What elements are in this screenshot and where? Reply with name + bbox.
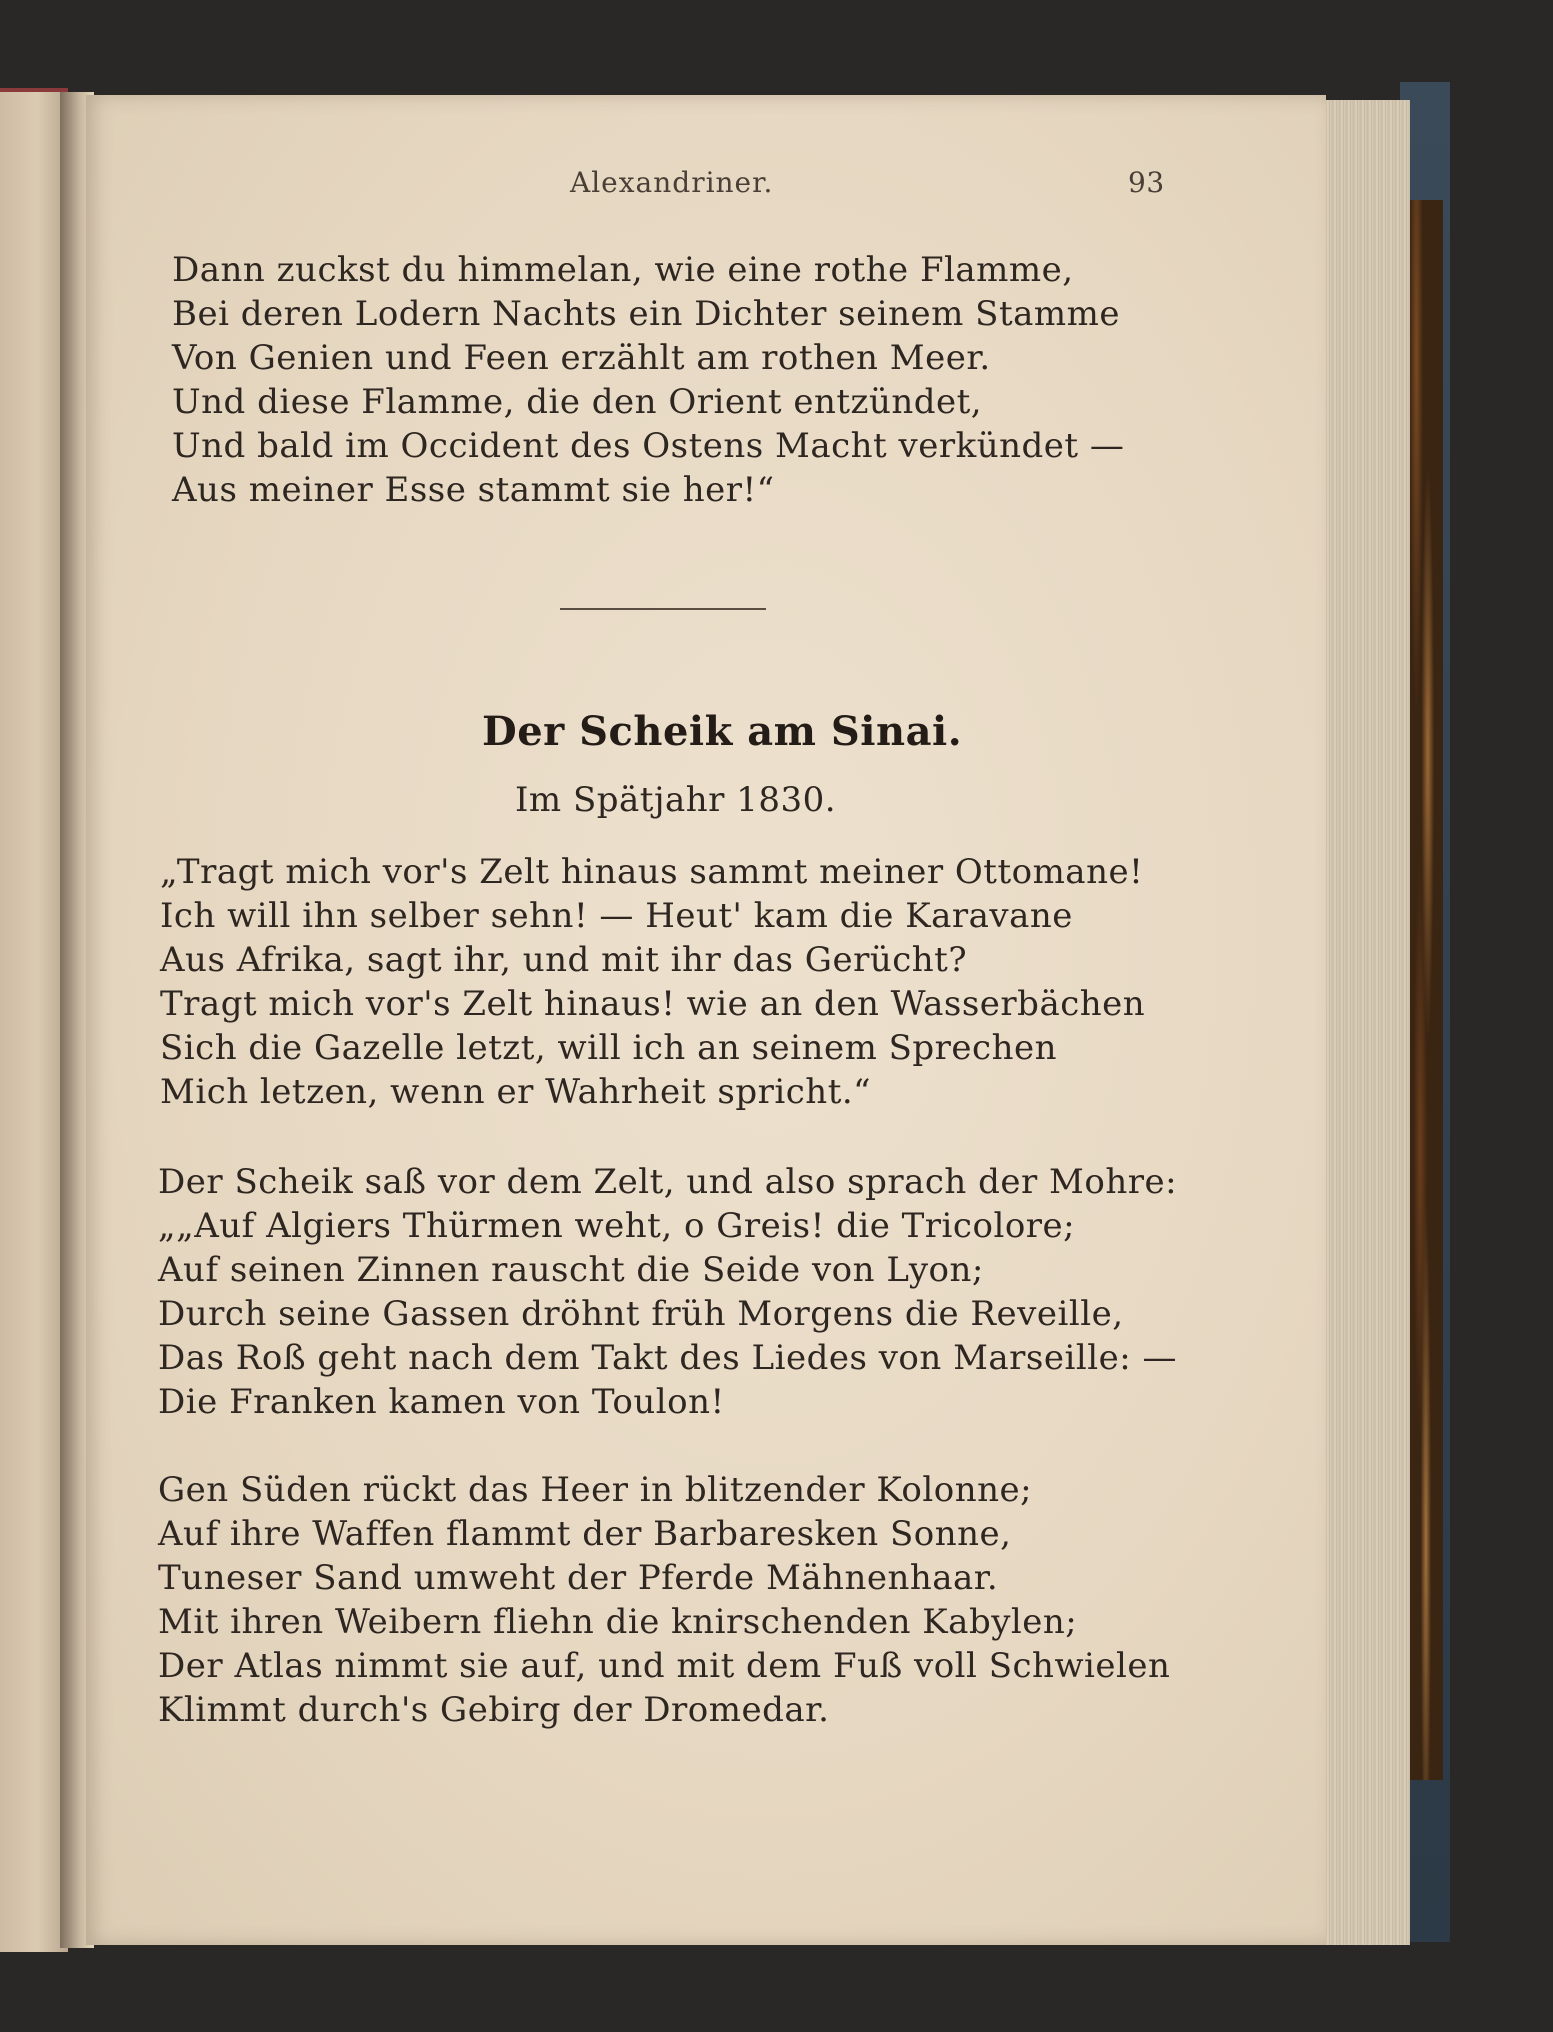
verse-line: Ich will ihn selber sehn! — Heut' kam die Karavane bbox=[160, 896, 1073, 936]
verse-line: Die Franken kamen von Toulon! bbox=[158, 1382, 725, 1422]
verse-line: Sich die Gazelle letzt, will ich an seinem Sprechen bbox=[160, 1028, 1057, 1068]
verse-line: Mit ihren Weibern fliehn die knirschenden Kabylen; bbox=[158, 1602, 1078, 1642]
verse-line: Und bald im Occident des Ostens Macht verkündet — bbox=[172, 426, 1125, 466]
verse-line: Und diese Flamme, die den Orient entzündet, bbox=[172, 382, 983, 422]
verse-line: Tragt mich vor's Zelt hinaus! wie an den Wasserbächen bbox=[160, 984, 1146, 1024]
section-divider-rule bbox=[560, 608, 766, 610]
verse-line: Das Roß geht nach dem Takt des Liedes von Marseille: — bbox=[158, 1338, 1178, 1378]
verse-line: „„Auf Algiers Thürmen weht, o Greis! die Tricolore; bbox=[158, 1206, 1076, 1246]
verse-line: Klimmt durch's Gebirg der Dromedar. bbox=[158, 1690, 830, 1730]
left-page-edge bbox=[0, 88, 68, 1952]
verse-line: Der Atlas nimmt sie auf, und mit dem Fuß voll Schwielen bbox=[158, 1646, 1171, 1686]
verse-line: Gen Süden rückt das Heer in blitzender Kolonne; bbox=[158, 1470, 1033, 1510]
verse-line: Durch seine Gassen dröhnt früh Morgens die Reveille, bbox=[158, 1294, 1124, 1334]
verse-line: „Tragt mich vor's Zelt hinaus sammt meiner Ottomane! bbox=[160, 852, 1144, 892]
verse-line: Mich letzen, wenn er Wahrheit spricht.“ bbox=[160, 1072, 872, 1112]
verse-line: Tuneser Sand umweht der Pferde Mähnenhaar. bbox=[158, 1558, 999, 1598]
verse-line: Von Genien und Feen erzählt am rothen Meer. bbox=[172, 338, 991, 378]
poem-title: Der Scheik am Sinai. bbox=[482, 708, 963, 755]
page-number: 93 bbox=[1128, 166, 1165, 199]
verse-line: Der Scheik saß vor dem Zelt, und also sprach der Mohre: bbox=[158, 1162, 1178, 1202]
running-header: Alexandriner. bbox=[570, 166, 774, 199]
verse-line: Auf ihre Waffen flammt der Barbaresken Sonne, bbox=[158, 1514, 1012, 1554]
poem-subtitle: Im Spätjahr 1830. bbox=[515, 780, 837, 820]
marbled-cover-edge bbox=[1405, 200, 1443, 1780]
verse-line: Aus Afrika, sagt ihr, und mit ihr das Gerücht? bbox=[160, 940, 968, 980]
verse-line: Aus meiner Esse stammt sie her!“ bbox=[172, 470, 775, 510]
verse-line: Auf seinen Zinnen rauscht die Seide von Lyon; bbox=[158, 1250, 984, 1290]
verse-line: Bei deren Lodern Nachts ein Dichter seinem Stamme bbox=[172, 294, 1120, 334]
verse-line: Dann zuckst du himmelan, wie eine rothe Flamme, bbox=[172, 250, 1074, 290]
